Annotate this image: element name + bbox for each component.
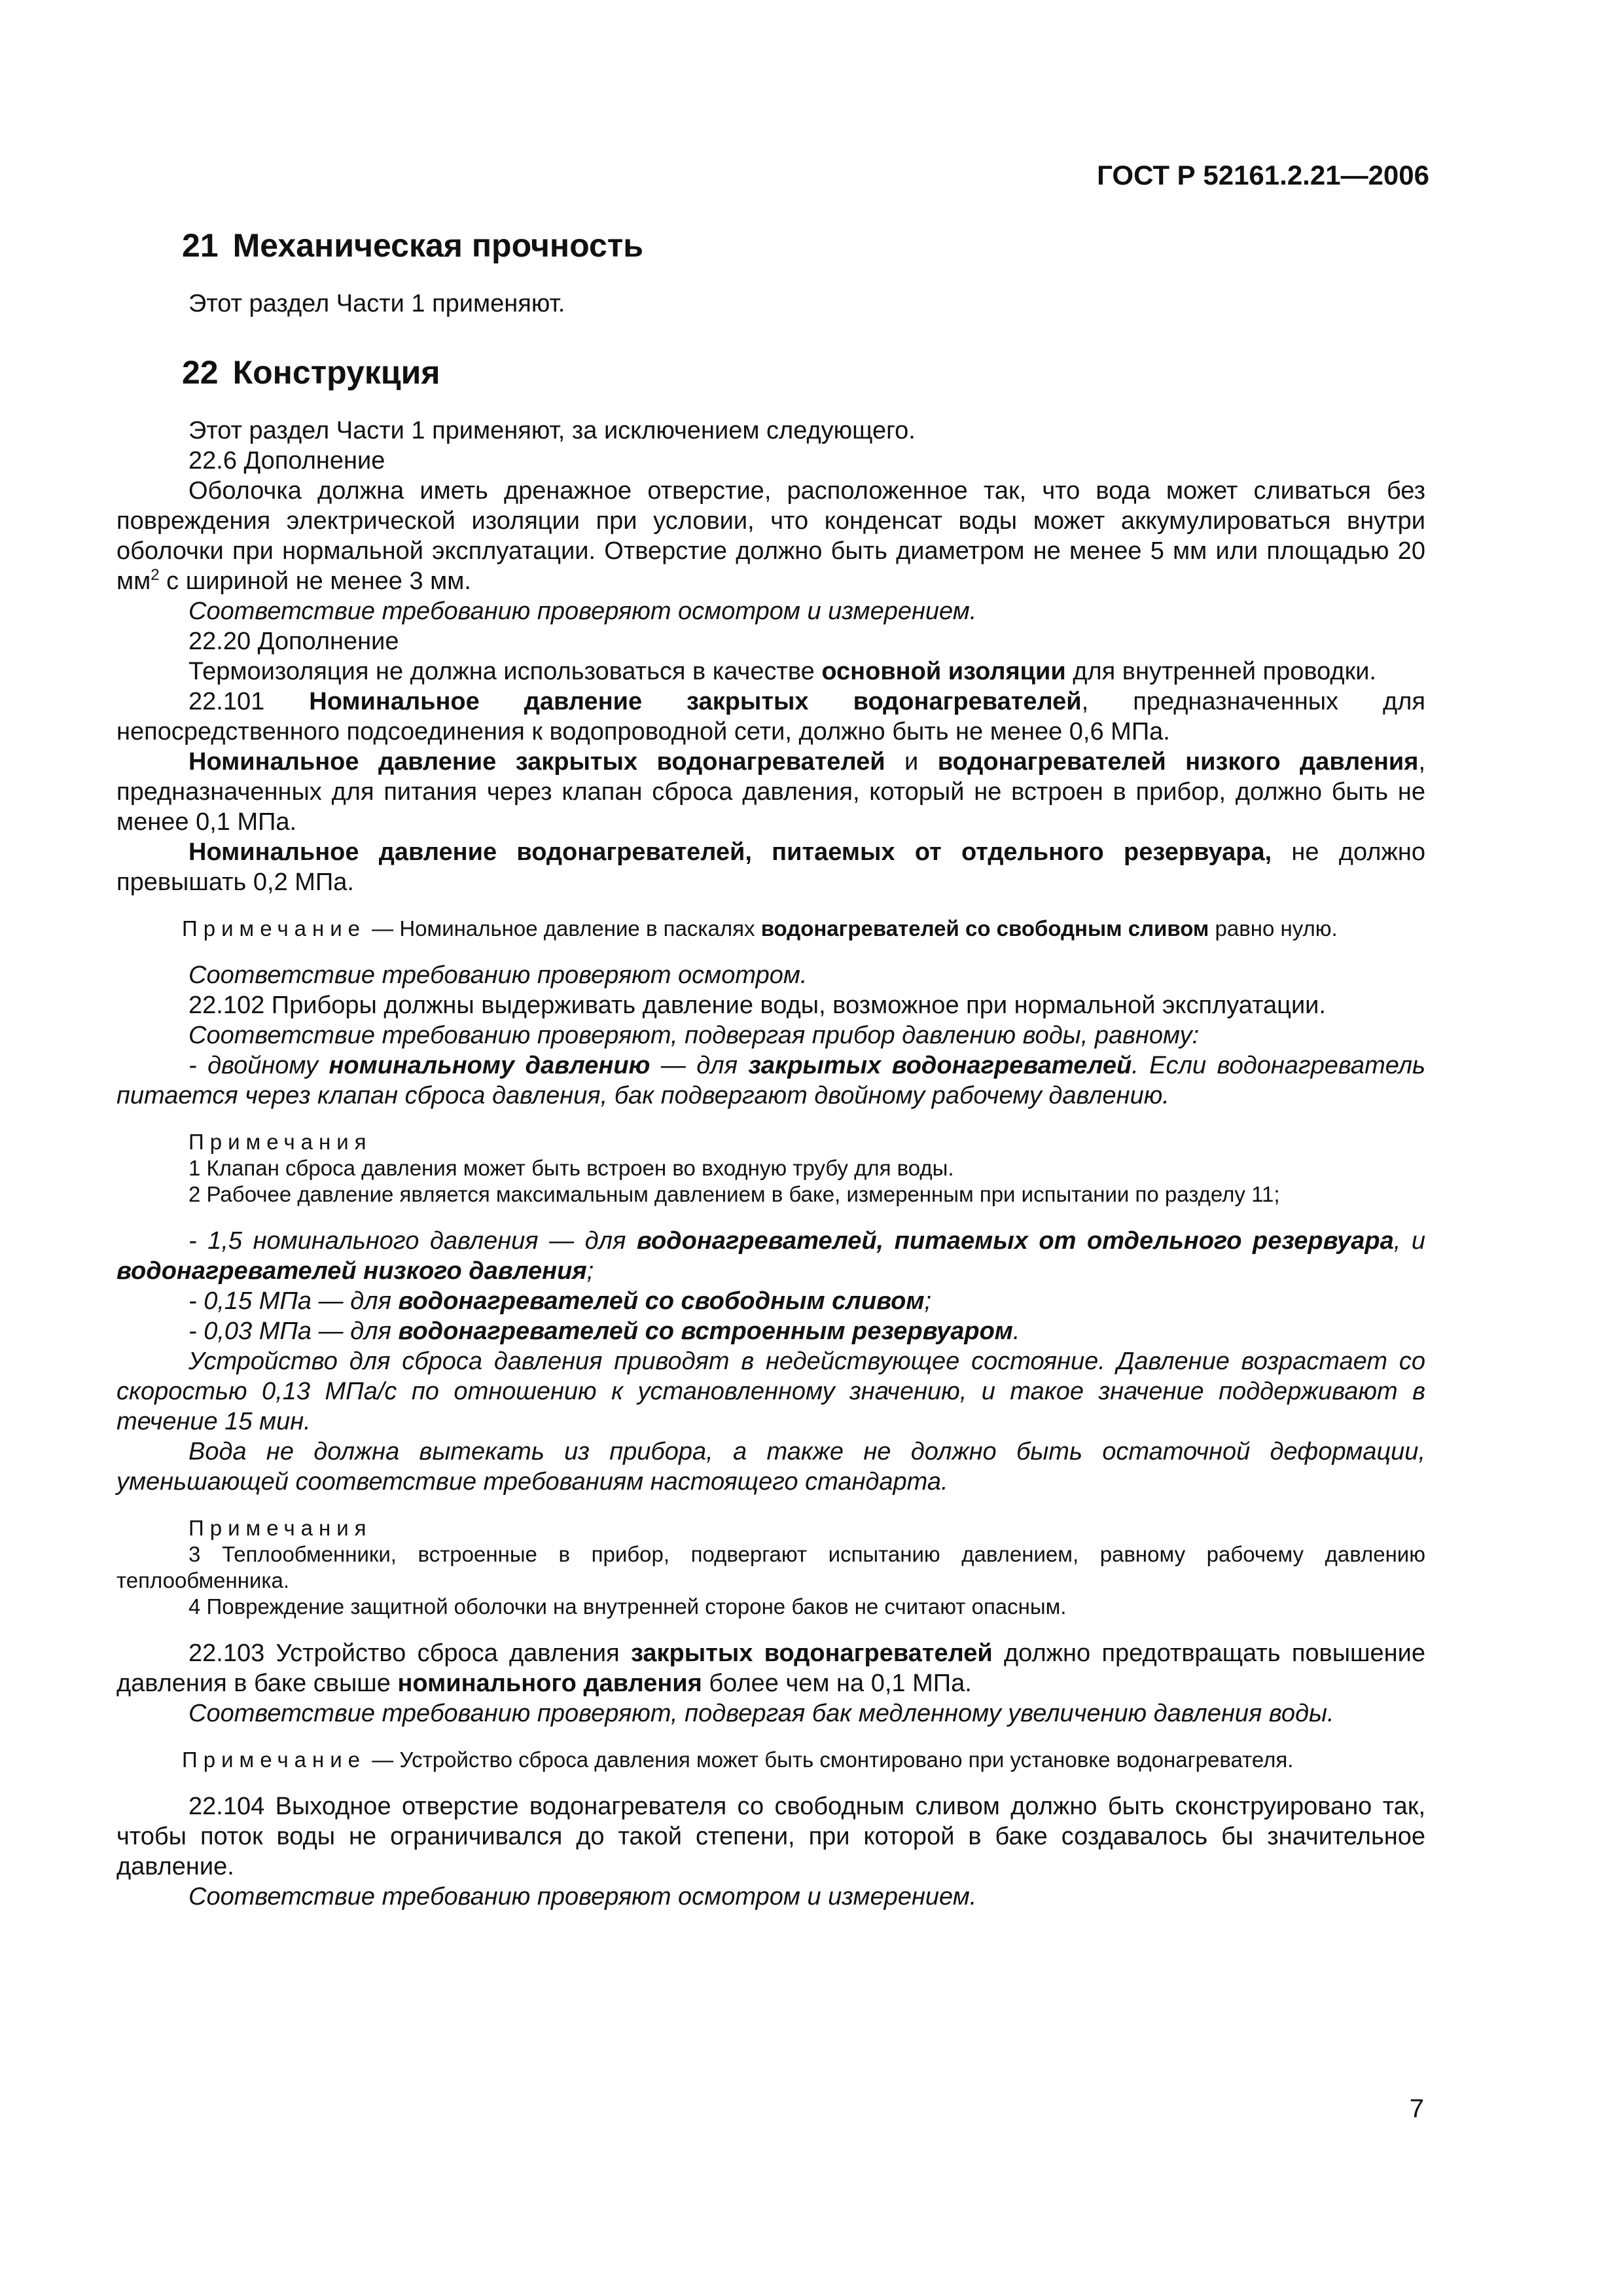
clause-22-103-check: Соответствие требованию проверяют, подвергая бак медленному увеличению давления воды. <box>188 1700 1334 1727</box>
clause-22-101-para2: Номинальное давление закрытых водонагревателей и водонагревателей низкого давления, предназначенных для питания через клапан сброса давления, который не встроен в прибор, должно быть не менее 0,1 МПа. <box>116 748 1425 836</box>
note-4: 4 Повреждение защитной оболочки на внутренней стороне баков не считают опасным. <box>188 1594 1067 1619</box>
clause-22-102-check: Соответствие требованию проверяют, подвергая прибор давлению воды, равному: <box>188 1022 1200 1049</box>
clause-22-101-check: Соответствие требованию проверяют осмотром. <box>188 961 808 989</box>
section-21-heading <box>116 226 1425 265</box>
section-22-intro: Этот раздел Части 1 применяют, за исключением следующего. <box>188 417 916 444</box>
note-label: Примечание <box>182 1748 366 1772</box>
page-content <box>116 226 1425 1912</box>
section-number: 21 <box>182 227 219 264</box>
clause-22-102-criterion: Вода не должна вытекать из прибора, а также не должно быть остаточной деформации, уменьшающей соответствие требованиям настоящего стандарта. <box>116 1438 1425 1496</box>
clause-22-102-item-2: - 1,5 номинального давления — для водонагревателей, питаемых от отдельного резервуара, и водонагревателей низкого давления; <box>116 1227 1426 1285</box>
document-code: ГОСТ Р 52161.2.21—2006 <box>1097 160 1429 190</box>
clause-22-102-item-1: - двойному номинальному давлению — для закрытых водонагревателей. Если водонагреватель питается через клапан сброса давления, бак подвергают двойному рабочему давлению. <box>116 1052 1426 1109</box>
clause-22-104-check: Соответствие требованию проверяют осмотром и измерением. <box>188 1883 977 1910</box>
note-2: 2 Рабочее давление является максимальным давлением в баке, измеренным при испытании по разделу 11; <box>188 1182 1280 1206</box>
clause-22-101-text: 22.101 Номинальное давление закрытых водонагревателей, предназначенных для непосредственного подсоединения к водопроводной сети, должно быть не менее 0,6 МПа. <box>116 688 1425 745</box>
section-title: Конструкция <box>232 354 440 391</box>
clause-22-102-item-4: - 0,03 МПа — для водонагревателей со встроенным резервуаром. <box>188 1318 1020 1345</box>
clause-22-104-text: 22.104 Выходное отверстие водонагревателя со свободным сливом должно быть сконструировано так, чтобы поток воды не ограничивался до такой степени, при которой в баке создавалось бы значительное давление. <box>116 1793 1425 1880</box>
notes-label: Примечания <box>188 1130 372 1154</box>
note-1: 1 Клапан сброса давления может быть встроен во входную трубу для воды. <box>188 1156 954 1180</box>
clause-22-20-text: Термоизоляция не должна использоваться в качестве основной изоляции для внутренней проводки. <box>188 658 1376 685</box>
note-nominal-pressure: Примечание — Номинальное давление в паскалях водонагревателей со свободным сливом равно нулю. <box>182 916 1338 941</box>
superscript: 2 <box>151 566 160 584</box>
section-title: Механическая прочность <box>232 227 644 264</box>
section-22-heading <box>116 353 1425 392</box>
clause-22-20-heading: 22.20 Дополнение <box>188 628 399 655</box>
clause-22-101-para3: Номинальное давление водонагревателей, питаемых от отдельного резервуара, не должно превышать 0,2 МПа. <box>116 838 1425 896</box>
page-number: 7 <box>1409 2094 1424 2123</box>
note-3: 3 Теплообменники, встроенные в прибор, подвергают испытанию давлением, равному рабочему давлению теплообменника. <box>116 1542 1425 1592</box>
clause-22-102-item-3: - 0,15 МПа — для водонагревателей со свободным сливом; <box>188 1287 932 1315</box>
clause-22-6-text: Оболочка должна иметь дренажное отверстие, расположенное так, что вода может сливаться без повреждения электрической изоляции при условии, что конденсат воды может аккумулироваться внутри оболочки при нормальной эксплуатации. Отверстие должно быть диаметром не менее 5 мм или площадью 20 $мм^2$ с шириной не менее 3 мм. <box>116 477 1425 595</box>
clause-22-6-check: Соответствие требованию проверяют осмотром и измерением. <box>188 598 977 625</box>
clause-22-6-heading: 22.6 Дополнение <box>188 447 385 475</box>
clause-22-103-text: 22.103 Устройство сброса давления закрытых водонагревателей должно предотвращать повышение давления в баке свыше номинального давления более чем на 0,1 МПа. <box>116 1640 1426 1697</box>
section-number: 22 <box>182 354 219 391</box>
clause-22-102-procedure: Устройство для сброса давления приводят в недействующее состояние. Давление возрастает со скоростью 0,13 МПа/с по отношению к установленному значению, и такое значение поддерживают в течение 15 мин. <box>116 1348 1425 1435</box>
clause-22-102-text: 22.102 Приборы должны выдерживать давление воды, возможное при нормальной эксплуатации. <box>188 992 1326 1019</box>
note-pressure-device: Примечание — Устройство сброса давления может быть смонтировано при установке водонагревателя. <box>182 1748 1294 1772</box>
section-21-text: Этот раздел Части 1 применяют. <box>188 290 565 317</box>
note-label: Примечание <box>182 916 366 941</box>
notes-label: Примечания <box>188 1516 372 1540</box>
